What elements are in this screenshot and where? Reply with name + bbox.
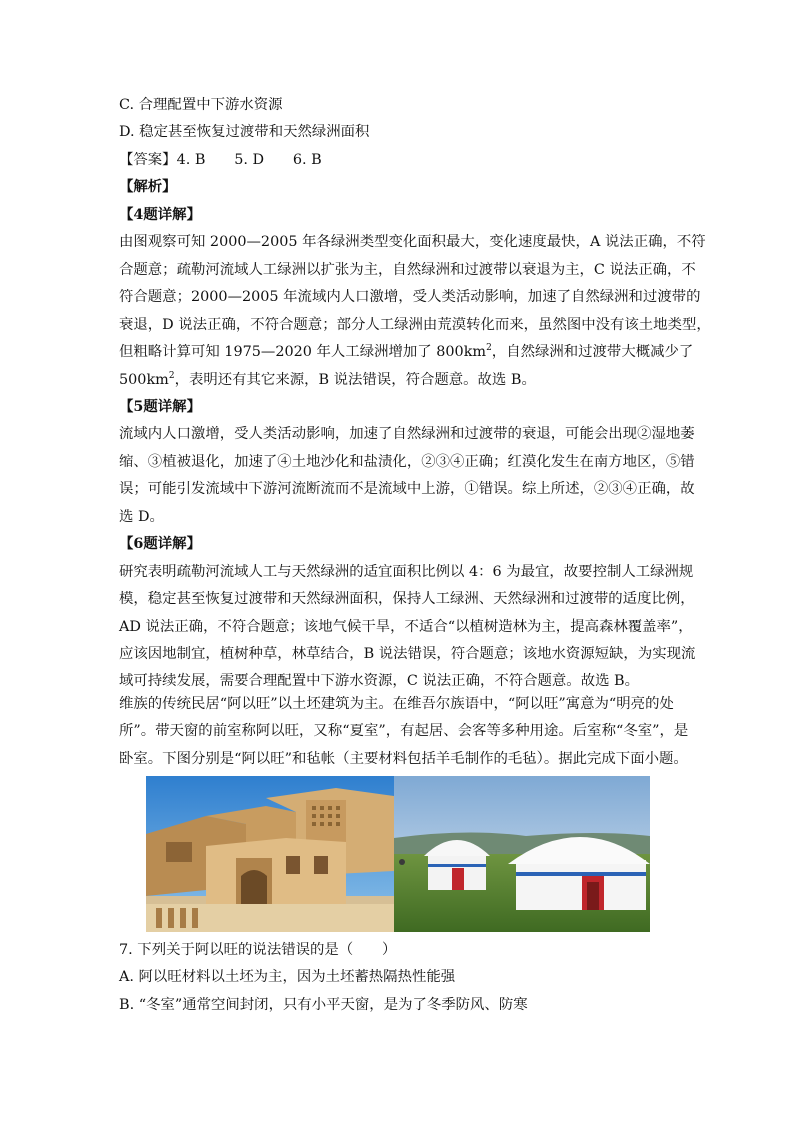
q4-line-6-tail: ，表明还有其它来源，B 说法错误，符合题意。故选 B。 [174,372,536,388]
q4-line-2: 合题意；疏勒河流域人工绿洲以扩张为主，自然绿洲和过渡带以衰退为主，C 说法正确，不 [119,262,696,278]
q4-heading: 【4题详解】 [119,206,201,223]
q4-line-4: 衰退，D 说法正确，不符合题意；部分人工绿洲由荒漠转化而来，虽然图中没有该土地类型， [119,317,711,333]
passage-line-1: 维族的传统民居“阿以旺”以土坯建筑为主。在维吾尔族语中，“阿以旺”寓意为“明亮的处 [119,696,674,712]
q4-line-1: 由图观察可知 2000—2005 年各绿洲类型变化面积最大，变化速度最快，A 说法正确，不符 [119,234,706,250]
q4-line-5-head: 但粗略计算可知 1975—2020 年人工绿洲增加了 800km [119,344,487,360]
superscript-2: 2 [486,343,492,354]
q7-stem: 7. 下列关于阿以旺的说法错误的是（ ） [119,942,397,958]
q4-line-6-head: 500km [119,372,169,388]
q7-option-b: B. “冬室”通常空间封闭，只有小平天窗，是为了冬季防风、防寒 [119,997,528,1013]
q6-line-3: AD 说法正确，不符合题意；该地气候干旱，不适合“以植树造林为主，提高森林覆盖率”， [119,619,693,635]
q5-heading: 【5题详解】 [119,398,201,415]
q6-line-2: 模，稳定甚至恢复过渡带和天然绿洲面积，保持人工绿洲、天然绿洲和过渡带的适度比例， [119,591,695,607]
yurt-photo [394,776,650,932]
figure-photos [146,776,650,932]
q6-heading: 【6题详解】 [119,535,201,552]
q6-line-4: 应该因地制宜，植树种草，林草结合，B 说法错误，符合题意；该地水资源短缺，为实现流 [119,646,696,662]
option-d-prev: D. 稳定甚至恢复过渡带和天然绿洲面积 [119,124,370,140]
passage-line-2: 所”。带天窗的前室称阿以旺，又称“夏室”，有起居、会客等多种用途。后室称“冬室”，是 [119,723,689,739]
ayiwang-photo [146,776,394,932]
q6-line-5: 域可持续发展，需要合理配置中下游水资源，C 说法正确，不符合题意。故选 B。 [119,673,640,689]
analysis-heading: 【解析】 [119,178,177,195]
q5-line-4: 选 D。 [119,509,164,525]
superscript-2: 2 [168,371,175,382]
q6-line-1: 研究表明疏勒河流域人工与天然绿洲的适宜面积比例以 4：6 为最宜，故要控制人工绿洲规 [119,564,694,580]
q4-line-6 [119,370,679,390]
q7-option-a: A. 阿以旺材料以土坯为主，因为土坯蓄热隔热性能强 [119,969,456,985]
answer-line: 【答案】4. B 5. D 6. B [119,152,322,168]
q5-line-3: 误；可能引发流域中下游河流断流而不是流域中上游，①错误。综上所述，②③④正确，故 [119,481,695,497]
q4-line-5 [119,342,694,362]
q4-line-5-tail: ，自然绿洲和过渡带大概减少了 [491,344,694,360]
passage-line-3: 卧室。下图分别是“阿以旺”和毡帐（主要材料包括羊毛制作的毛毡）。据此完成下面小题。 [119,751,688,767]
q4-line-3: 符合题意；2000—2005 年流域内人口激增，受人类活动影响，加速了自然绿洲和过渡带的 [119,289,701,305]
photo-strip [146,776,650,932]
option-c-prev: C. 合理配置中下游水资源 [119,97,283,113]
q5-line-1: 流域内人口激增，受人类活动影响，加速了自然绿洲和过渡带的衰退，可能会出现②湿地萎 [119,426,695,442]
q5-line-2: 缩、③植被退化，加速了④土地沙化和盐渍化，②③④正确；红漠化发生在南方地区，⑤错 [119,454,695,470]
